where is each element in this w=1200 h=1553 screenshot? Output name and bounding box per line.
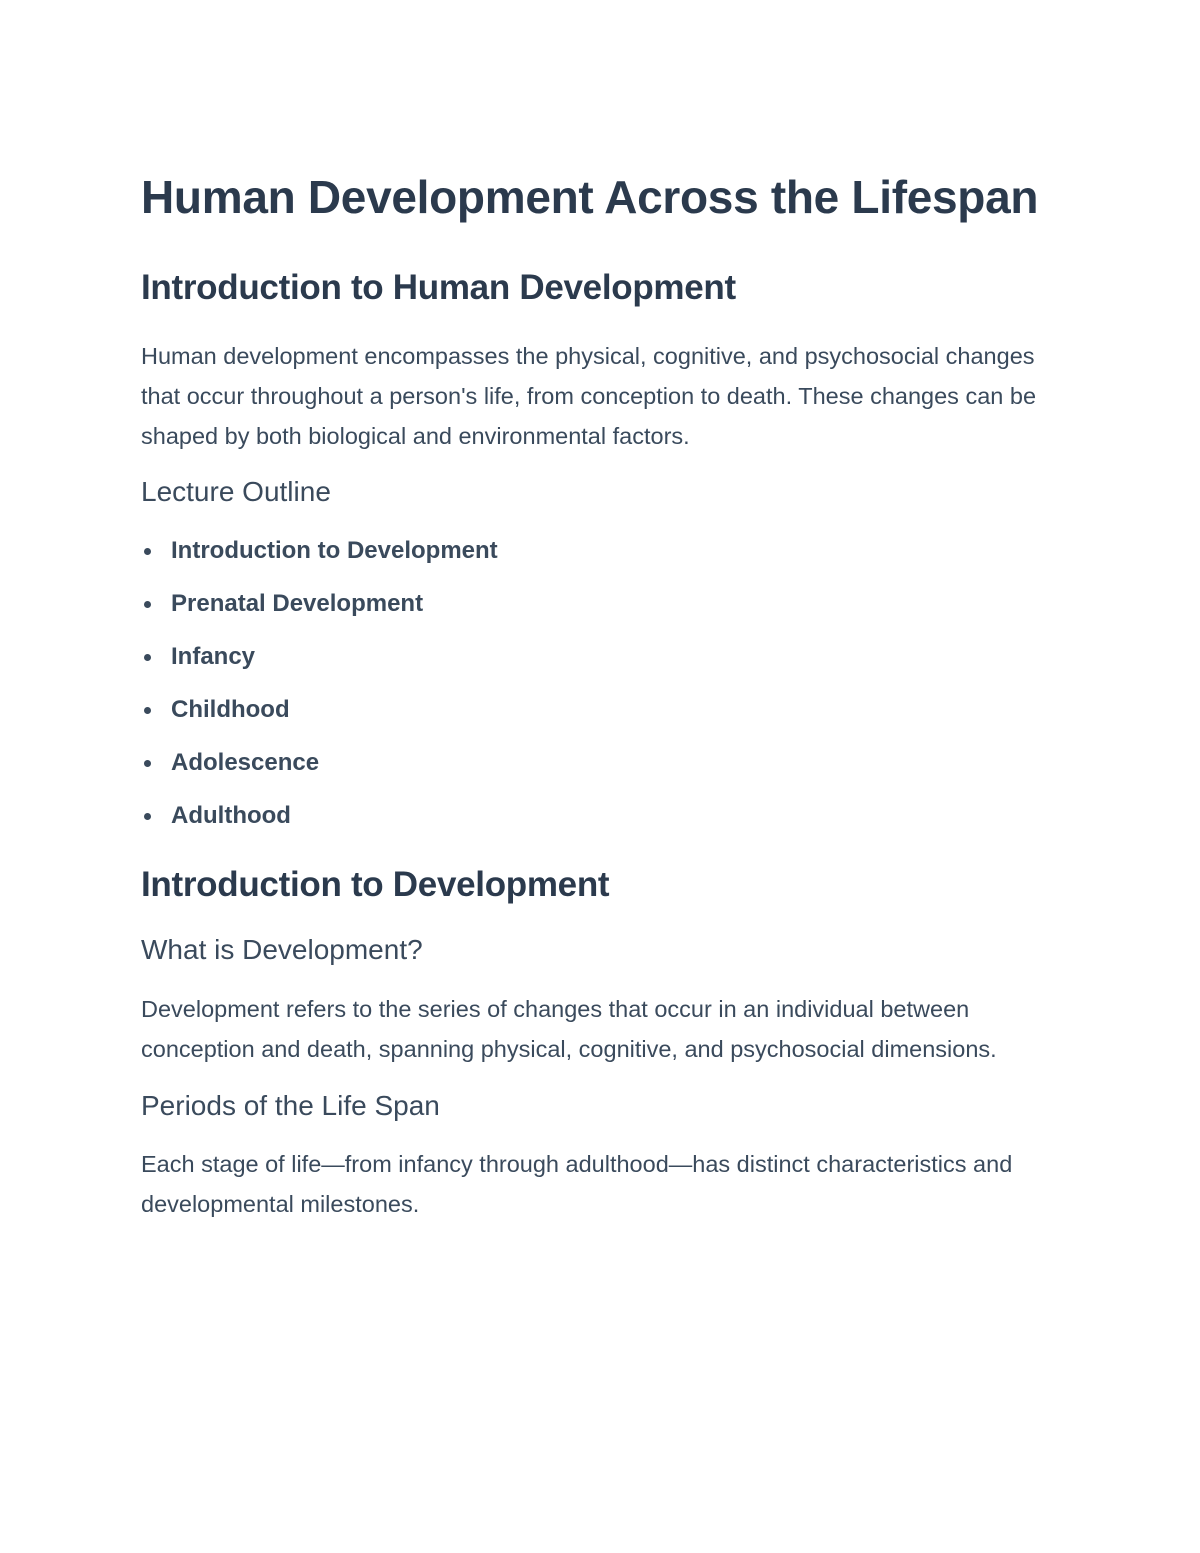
- outline-item-label: Prenatal Development: [171, 590, 424, 617]
- outline-item-introduction-to-development: [141, 537, 1071, 565]
- document-page: [141, 166, 1071, 1224]
- outline-item-adulthood: [141, 802, 1071, 830]
- subheading-lecture-outline: Lecture Outline: [141, 476, 331, 507]
- subheading-periods-of-life-span: Periods of the Life Span: [141, 1090, 440, 1121]
- subheading-what-is-development: What is Development?: [141, 934, 423, 965]
- outline-item-label: Adulthood: [171, 802, 291, 829]
- outline-item-childhood: [141, 696, 1071, 724]
- bullet-icon: [144, 813, 151, 820]
- intro-human-development-paragraph: Human development encompasses the physical, cognitive, and psychosocial changes that occur throughout a person's life, from conception to death. These changes can be shaped by both biological and environmental factors.: [141, 343, 1037, 449]
- what-is-development-paragraph: Development refers to the series of changes that occur in an individual between conception and death, spanning physical, cognitive, and psychosocial dimensions.: [141, 996, 997, 1062]
- outline-item-label: Infancy: [171, 643, 256, 670]
- bullet-icon: [144, 707, 151, 714]
- lecture-outline-list: [141, 537, 1071, 830]
- section-heading-intro-human-development: Introduction to Human Development: [141, 268, 736, 307]
- outline-item-adolescence: [141, 749, 1071, 777]
- periods-of-life-span-paragraph: Each stage of life—from infancy through adulthood—has distinct characteristics and developmental milestones.: [141, 1151, 1013, 1217]
- bullet-icon: [144, 760, 151, 767]
- outline-item-label: Introduction to Development: [171, 537, 498, 564]
- section-heading-introduction-to-development: Introduction to Development: [141, 865, 610, 904]
- document-title: Human Development Across the Lifespan: [141, 171, 1039, 223]
- bullet-icon: [144, 601, 151, 608]
- outline-item-label: Childhood: [171, 696, 290, 723]
- bullet-icon: [144, 654, 151, 661]
- outline-item-label: Adolescence: [171, 749, 320, 776]
- outline-item-prenatal-development: [141, 590, 1071, 618]
- bullet-icon: [144, 548, 151, 555]
- outline-item-infancy: [141, 643, 1071, 671]
